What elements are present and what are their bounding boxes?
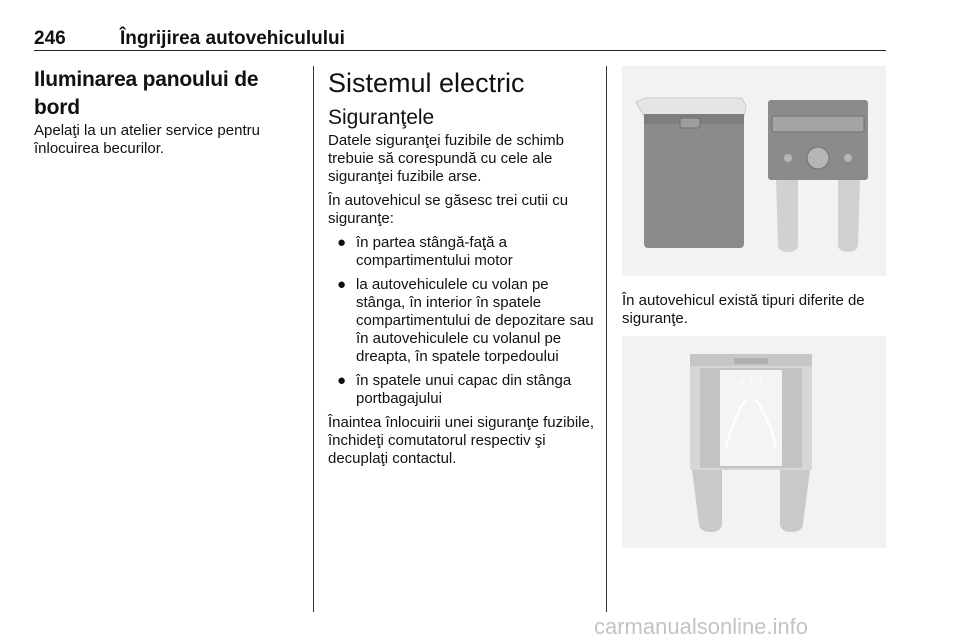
fuse-element-icon xyxy=(690,354,812,532)
column-divider-left xyxy=(313,66,314,612)
subheading-fuses: Siguranţele xyxy=(328,106,435,129)
chapter-title: Îngrijirea autovehiculului xyxy=(120,28,345,49)
column-divider-right xyxy=(606,66,607,612)
mini-fuse-icon xyxy=(768,100,868,252)
page-header xyxy=(34,28,886,51)
fuse-types-svg xyxy=(622,66,886,276)
section-heading-electric-system: Sistemul electric xyxy=(328,68,525,98)
blown-fuse-svg xyxy=(622,336,886,548)
watermark: carmanualsonline.info xyxy=(594,614,809,639)
fuse-box-list xyxy=(328,234,594,408)
list-item: ● în partea stângă-faţă a compartimentului motor xyxy=(337,234,513,269)
bullet-icon: ● xyxy=(337,276,347,293)
section-heading-dashboard-lighting: Iluminarea panoului de bord xyxy=(34,68,259,119)
list-item: ● la autovehiculele cu volan pe stânga, în interior în spatele compartimentului de depozitare sau în autovehiculele cu volanul pe dreapta, în spatele torpedoului xyxy=(337,276,594,365)
fuse-types-caption: În autovehicul există tipuri diferite de siguranţe. xyxy=(622,292,865,327)
blown-fuse-illustration xyxy=(622,336,886,548)
bullet-icon: ● xyxy=(337,234,347,251)
fuse-types-illustration xyxy=(622,66,886,276)
middle-column xyxy=(328,66,594,474)
dashboard-lighting-text: Apelaţi la un atelier service pentru înlocuirea becurilor. xyxy=(34,122,260,157)
fuse-paragraph-2: În autovehicul se găsesc trei cutii cu siguranţe: xyxy=(328,192,569,227)
bullet-icon: ● xyxy=(337,372,347,389)
page-number: 246 xyxy=(34,28,66,49)
fuse-paragraph-3: Înaintea înlocuirii unei siguranţe fuzibile, închideţi comutatorul respectiv şi decuplaţi contactul. xyxy=(328,414,594,467)
list-item: ● în spatele unui capac din stânga portbagajului xyxy=(337,372,572,407)
left-column xyxy=(34,66,306,164)
fuse-paragraph-1: Datele siguranţei fuzibile de schimb trebuie să corespundă cu cele ale siguranţei fuzibile arse. xyxy=(328,132,564,185)
maxi-fuse-icon xyxy=(636,98,746,248)
